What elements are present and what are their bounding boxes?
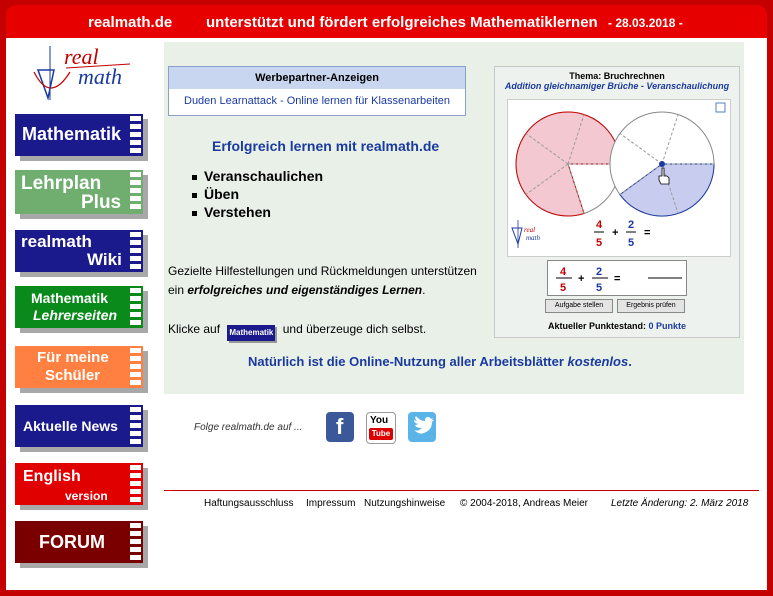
nav-label: English [23, 468, 81, 485]
score-label: Aktueller Punktestand: [547, 321, 646, 331]
pie-left [516, 112, 620, 216]
youtube-text-1: You [370, 415, 389, 426]
feature-list [192, 168, 323, 222]
bullet-icon [192, 193, 197, 198]
nav-label: Schüler [45, 367, 101, 384]
pie-right [610, 112, 714, 216]
free-text: Natürlich ist die Online-Nutzung aller Arbeitsblätter [248, 354, 564, 369]
film-strip-icon [130, 523, 141, 561]
nav-label: Für meine [37, 349, 109, 366]
ans-plus: + [578, 273, 585, 285]
frac2-numerator: 2 [628, 219, 635, 231]
realmath-logo[interactable] [26, 42, 146, 102]
ans-frac1-den: 5 [560, 282, 567, 294]
youtube-text-2: Tube [369, 428, 393, 440]
footer-updated: Letzte Änderung: 2. März 2018 [611, 498, 749, 509]
film-strip-icon [130, 116, 141, 154]
widget-logo-text-math: math [526, 234, 540, 242]
bullet-icon [192, 211, 197, 216]
answer-equation [548, 261, 686, 295]
nav-button-lehrplan-plus[interactable] [15, 170, 143, 214]
nav-label: FORUM [39, 532, 105, 552]
header-bar [6, 5, 767, 39]
fraction-pies [508, 100, 730, 256]
logo-text-real: real [64, 44, 99, 69]
frac2-denominator: 5 [628, 237, 635, 249]
fraction-widget [494, 66, 740, 338]
facebook-icon[interactable] [326, 412, 354, 442]
nav-label: version [65, 489, 108, 503]
footer-copyright: © 2004-2018, Andreas Meier [460, 498, 589, 509]
nav-label: Wiki [87, 250, 122, 269]
intro-text-part: . [422, 283, 426, 297]
facebook-letter: f [336, 414, 344, 439]
film-strip-icon [130, 172, 141, 212]
logo-text-math: math [78, 64, 122, 89]
score-line [495, 321, 739, 331]
twitter-bird-icon [408, 412, 436, 442]
footer-divider [164, 490, 759, 491]
list-item-label: Üben [204, 186, 239, 202]
plus-sign: + [612, 227, 619, 239]
nav-label: Mathematik [22, 124, 122, 144]
ans-equals: = [614, 273, 621, 285]
klick-line [168, 322, 426, 341]
frac1-denominator: 5 [596, 237, 603, 249]
ergebnis-pruefen-button[interactable]: Ergebnis prüfen [617, 299, 685, 313]
film-strip-icon [130, 348, 141, 386]
nav-label: Plus [81, 192, 122, 213]
klick-text: Klicke auf [168, 322, 221, 336]
youtube-icon[interactable] [366, 412, 396, 444]
film-strip-icon [130, 407, 141, 445]
intro-text-emphasis: erfolgreiches und eigenständiges Lernen [187, 283, 423, 297]
nav-button-aktuelle-news[interactable] [15, 405, 143, 447]
nav-label: Lehrplan [21, 173, 102, 194]
equals-sign: = [644, 227, 651, 239]
widget-logo-text-real: real [524, 226, 536, 234]
list-item-label: Veranschaulichen [204, 168, 324, 184]
expand-icon[interactable] [716, 103, 725, 112]
intro-line-2 [168, 281, 498, 300]
main-headline: Erfolgreich lernen mit realmath.de [212, 138, 440, 154]
footer-haftung-link[interactable]: Haftungsausschluss [204, 498, 294, 509]
ans-frac1-num: 4 [560, 266, 567, 278]
list-item [192, 168, 323, 186]
twitter-icon[interactable] [408, 412, 436, 442]
nav-button-realmath-wiki[interactable] [15, 230, 143, 272]
header-date: - 28.03.2018 - [608, 16, 683, 30]
nav-button-english-version[interactable] [15, 463, 143, 505]
nav-button-mathematik[interactable] [15, 114, 143, 156]
footer-nutzung-link[interactable]: Nutzungshinweise [364, 498, 446, 509]
mini-mathematik-button[interactable]: Mathematik [227, 325, 275, 341]
free-text: . [628, 354, 632, 369]
widget-subtitle: Addition gleichnamiger Brüche - Veranschaulichung [504, 81, 730, 91]
free-notice [248, 354, 632, 369]
answer-box [547, 260, 687, 296]
bullet-icon [192, 175, 197, 180]
nav-button-fuer-meine-schueler[interactable] [15, 346, 143, 388]
ads-box [168, 66, 466, 116]
nav-button-lehrerseiten[interactable] [15, 286, 143, 328]
site-name[interactable]: realmath.de [88, 14, 173, 31]
intro-text [168, 262, 498, 300]
ads-link[interactable]: Duden Learnattack - Online lernen für Klassenarbeiten [184, 95, 450, 107]
klick-text: und überzeuge dich selbst. [282, 322, 427, 336]
frac1-numerator: 4 [596, 219, 603, 231]
widget-theme: Thema: Bruchrechnen [569, 71, 665, 81]
main-panel [164, 42, 744, 394]
film-strip-icon [130, 465, 141, 503]
ans-frac2-num: 2 [596, 266, 603, 278]
ads-heading: Werbepartner-Anzeigen [169, 67, 465, 89]
aufgabe-stellen-button[interactable]: Aufgabe stellen [545, 299, 613, 313]
score-value: 0 Punkte [648, 321, 687, 331]
nav-button-forum[interactable] [15, 521, 143, 563]
ans-frac2-den: 5 [596, 282, 603, 294]
film-strip-icon [130, 232, 141, 270]
widget-logo-icon [512, 220, 522, 248]
list-item-label: Verstehen [204, 204, 271, 220]
slogan: unterstützt und fördert erfolgreiches Mathematiklernen [206, 14, 598, 31]
intro-line-1: Gezielte Hilfestellungen und Rückmeldungen unterstützen [168, 264, 477, 278]
footer-impressum-link[interactable]: Impressum [306, 498, 356, 509]
list-item [192, 186, 323, 204]
nav-label: realmath [21, 232, 92, 251]
nav-label: Mathematik [31, 290, 109, 306]
intro-text-part: ein [168, 283, 185, 297]
film-strip-icon [130, 288, 141, 326]
nav-label: Aktuelle News [23, 418, 118, 434]
list-item [192, 204, 323, 222]
nav-label: Lehrerseiten [33, 307, 118, 323]
free-text-emphasis: kostenlos [567, 354, 629, 369]
fraction-canvas[interactable] [507, 99, 731, 257]
page-content [6, 38, 767, 590]
follow-label: Folge realmath.de auf ... [194, 422, 303, 433]
